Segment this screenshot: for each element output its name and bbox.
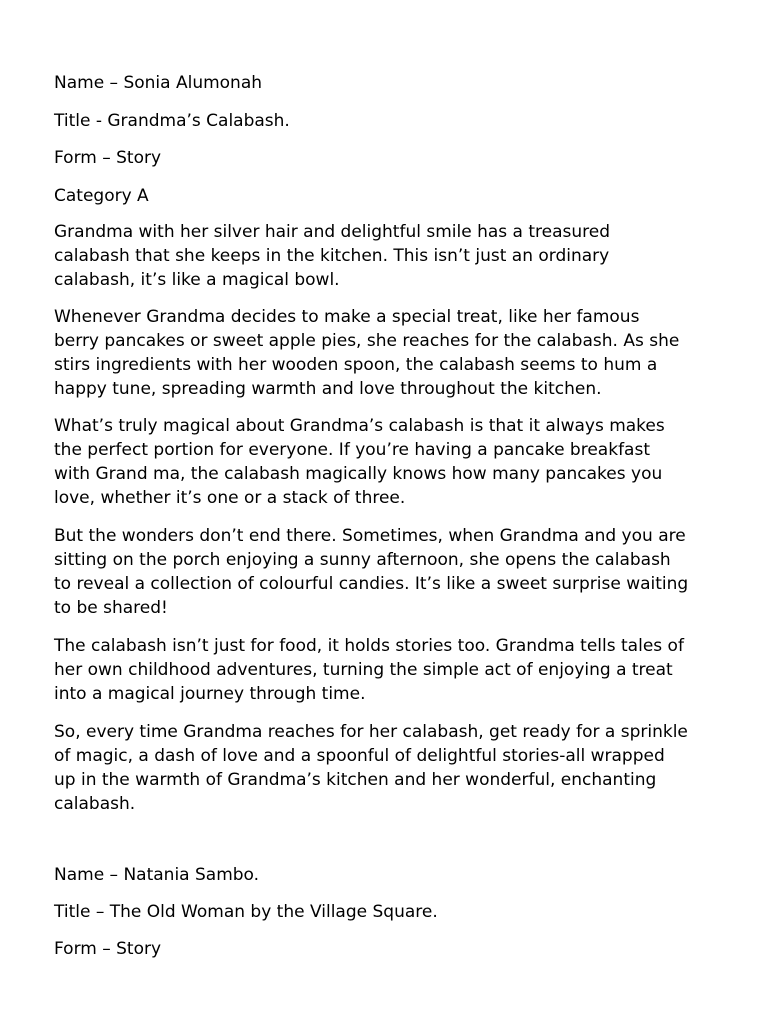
- story-line: calabash that she keeps in the kitchen. This isn’t just an ordinary: [54, 246, 610, 266]
- story-line: up in the warmth of Grandma’s kitchen and her wonderful, enchanting: [54, 770, 657, 790]
- story-line: calabash, it’s like a magical bowl.: [54, 270, 340, 290]
- story-paragraph-2: [54, 305, 716, 401]
- story-paragraph-1: [54, 220, 716, 292]
- story-paragraph-5: [54, 634, 716, 706]
- story-line: berry pancakes or sweet apple pies, she reaches for the calabash. As she: [54, 331, 680, 351]
- story-line: the perfect portion for everyone. If you’re having a pancake breakfast: [54, 440, 650, 460]
- story-paragraph-3: [54, 414, 716, 510]
- story-line: So, every time Grandma reaches for her calabash, get ready for a sprinkle: [54, 722, 688, 742]
- story-line: to reveal a collection of colourful candies. It’s like a sweet surprise waiting: [54, 574, 689, 594]
- entry-1-name: Name – Sonia Alumonah: [54, 73, 263, 93]
- story-line: What’s truly magical about Grandma’s calabash is that it always makes: [54, 416, 665, 436]
- entry-2-form: Form – Story: [54, 939, 162, 959]
- story-line: into a magical journey through time.: [54, 684, 366, 704]
- story-line: happy tune, spreading warmth and love throughout the kitchen.: [54, 379, 602, 399]
- story-line: with Grand ma, the calabash magically knows how many pancakes you: [54, 464, 663, 484]
- story-line: sitting on the porch enjoying a sunny afternoon, she opens the calabash: [54, 550, 671, 570]
- story-line: Whenever Grandma decides to make a special treat, like her famous: [54, 307, 640, 327]
- document-page: [54, 0, 716, 1024]
- story-line: love, whether it’s one or a stack of three.: [54, 488, 406, 508]
- entry-1-category: Category A: [54, 186, 149, 206]
- story-line: calabash.: [54, 794, 136, 814]
- entry-2-name: Name – Natania Sambo.: [54, 865, 260, 885]
- story-line: her own childhood adventures, turning the simple act of enjoying a treat: [54, 660, 673, 680]
- entry-1-form: Form – Story: [54, 148, 162, 168]
- story-line: The calabash isn’t just for food, it holds stories too. Grandma tells tales of: [54, 636, 684, 656]
- story-line: Grandma with her silver hair and delightful smile has a treasured: [54, 222, 611, 242]
- story-line: stirs ingredients with her wooden spoon, the calabash seems to hum a: [54, 355, 658, 375]
- story-line: to be shared!: [54, 598, 168, 618]
- story-line: But the wonders don’t end there. Sometimes, when Grandma and you are: [54, 526, 686, 546]
- entry-1-title: Title - Grandma’s Calabash.: [54, 111, 290, 131]
- story-line: of magic, a dash of love and a spoonful of delightful stories-all wrapped: [54, 746, 665, 766]
- story-paragraph-4: [54, 524, 716, 620]
- story-paragraph-6: [54, 720, 716, 816]
- entry-2-title: Title – The Old Woman by the Village Square.: [54, 902, 438, 922]
